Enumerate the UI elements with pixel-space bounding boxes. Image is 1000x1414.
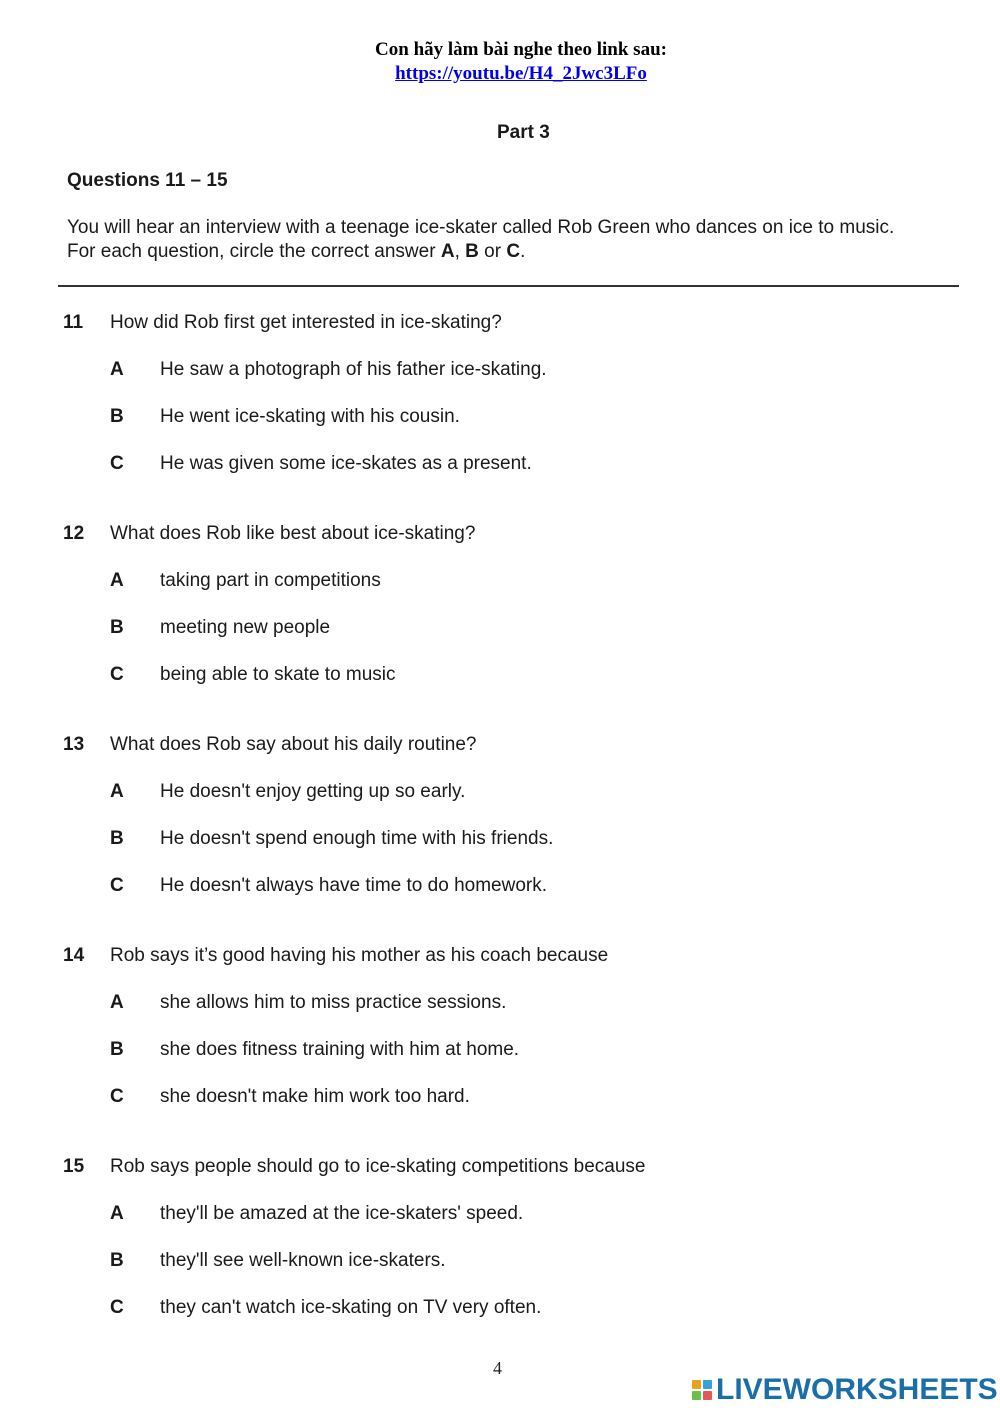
liveworksheets-brand[interactable]	[692, 1372, 998, 1408]
q13-option-b[interactable]	[0, 828, 1000, 854]
question-number: 13	[63, 734, 85, 755]
liveworksheets-logo-icon	[692, 1380, 712, 1400]
question-text: Rob says people should go to ice-skating competitions because	[110, 1156, 646, 1177]
instruction-text: Con hãy làm bài nghe theo link sau:	[375, 39, 667, 60]
option-text: being able to skate to music	[160, 664, 396, 685]
option-text: He doesn't enjoy getting up so early.	[160, 781, 466, 802]
page-number: 4	[493, 1358, 502, 1378]
intro-answer-b: B	[465, 241, 479, 262]
question-number: 12	[63, 523, 85, 544]
q12-option-b[interactable]	[0, 617, 1000, 643]
option-text: taking part in competitions	[160, 570, 381, 591]
question-number: 11	[63, 312, 84, 333]
logo-square-2	[703, 1380, 712, 1389]
intro-sep-2: or	[478, 241, 507, 262]
option-letter: C	[110, 664, 124, 685]
logo-square-3	[692, 1391, 701, 1400]
q14-option-b[interactable]	[0, 1039, 1000, 1065]
option-letter: C	[110, 1297, 124, 1318]
question-text: Rob says it’s good having his mother as his coach because	[110, 945, 609, 966]
option-text: she allows him to miss practice sessions.	[160, 992, 507, 1013]
option-letter: C	[110, 875, 124, 896]
option-text: she does fitness training with him at home.	[160, 1039, 520, 1060]
intro-sep-1: ,	[454, 241, 466, 262]
option-letter: A	[110, 1203, 124, 1224]
divider	[58, 285, 959, 287]
option-text: they'll see well-known ice-skaters.	[160, 1250, 446, 1271]
brand-wordmark: LIVEWORKSHEETS	[716, 1373, 998, 1406]
intro-end: .	[520, 241, 526, 262]
option-letter: B	[110, 617, 124, 638]
option-text: they can't watch ice-skating on TV very often.	[160, 1297, 542, 1318]
q13-option-c[interactable]	[0, 875, 1000, 901]
q11-option-a[interactable]	[0, 359, 1000, 385]
intro-line-2-text: For each question, circle the correct answer	[67, 241, 441, 262]
option-letter: A	[110, 781, 124, 802]
q15-option-a[interactable]	[0, 1203, 1000, 1229]
option-text: He was given some ice-skates as a present.	[160, 453, 532, 474]
q11-option-b[interactable]	[0, 406, 1000, 432]
option-text: they'll be amazed at the ice-skaters' speed.	[160, 1203, 524, 1224]
intro-text	[67, 216, 967, 264]
logo-square-4	[703, 1391, 712, 1400]
q15-option-b[interactable]	[0, 1250, 1000, 1276]
video-link[interactable]: https://youtu.be/H4_2Jwc3LFo	[395, 63, 647, 84]
intro-answer-c: C	[506, 241, 521, 262]
intro-line-1: You will hear an interview with a teenage ice-skater called Rob Green who dances on ice to music.	[67, 217, 895, 238]
part-title: Part 3	[497, 122, 550, 143]
question-text: What does Rob say about his daily routine?	[110, 734, 477, 755]
option-text: she doesn't make him work too hard.	[160, 1086, 470, 1107]
intro-answer-a: A	[440, 241, 455, 262]
option-letter: C	[110, 1086, 124, 1107]
option-letter: A	[110, 359, 124, 380]
q14-option-c[interactable]	[0, 1086, 1000, 1112]
q12-option-a[interactable]	[0, 570, 1000, 596]
option-letter: B	[110, 1250, 124, 1271]
option-text: He saw a photograph of his father ice-skating.	[160, 359, 547, 380]
question-text: What does Rob like best about ice-skating?	[110, 523, 476, 544]
logo-square-1	[692, 1380, 701, 1389]
q15-option-c[interactable]	[0, 1297, 1000, 1323]
option-letter: A	[110, 992, 124, 1013]
question-text: How did Rob first get interested in ice-skating?	[110, 312, 502, 333]
option-letter: B	[110, 406, 124, 427]
q12-option-c[interactable]	[0, 664, 1000, 690]
question-number: 14	[63, 945, 85, 966]
intro-line-2	[67, 240, 967, 264]
instruction-block	[0, 38, 1000, 86]
option-letter: B	[110, 828, 124, 849]
option-text: meeting new people	[160, 617, 331, 638]
questions-title: Questions 11 – 15	[67, 170, 228, 191]
option-letter: C	[110, 453, 124, 474]
q13-option-a[interactable]	[0, 781, 1000, 807]
option-text: He doesn't spend enough time with his friends.	[160, 828, 554, 849]
option-letter: A	[110, 570, 124, 591]
option-text: He went ice-skating with his cousin.	[160, 406, 460, 427]
option-letter: B	[110, 1039, 124, 1060]
q11-option-c[interactable]	[0, 453, 1000, 479]
option-text: He doesn't always have time to do homework.	[160, 875, 547, 896]
q14-option-a[interactable]	[0, 992, 1000, 1018]
question-number: 15	[63, 1156, 85, 1177]
